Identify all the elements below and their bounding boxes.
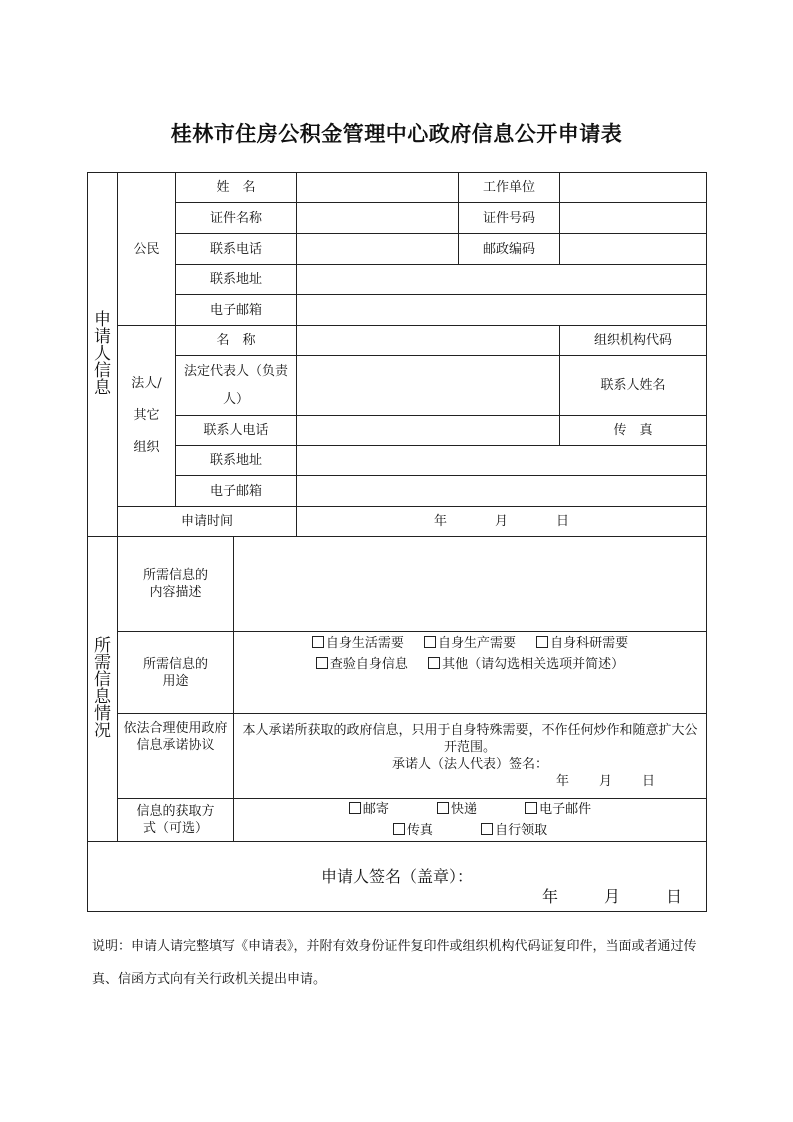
content-desc-label: 所需信息的内容描述 — [118, 537, 234, 632]
id-number-label: 证件号码 — [459, 203, 560, 234]
required-info-side-label: 所 需 信 息 情 况 — [88, 537, 118, 842]
postcode-label: 邮政编码 — [459, 234, 560, 265]
org-email-label: 电子邮箱 — [176, 476, 297, 507]
id-type-label: 证件名称 — [176, 203, 297, 234]
method-checkbox-self[interactable] — [481, 823, 493, 835]
address-field[interactable] — [297, 265, 707, 295]
contact-name-label: 联系人姓名 — [560, 356, 707, 416]
org-address-field[interactable] — [297, 446, 707, 476]
usage-options: 自身生活需要 自身生产需要 自身科研需要 查验自身信息 其他（请勾选相关选项并简述） — [234, 632, 707, 714]
usage-checkbox-3[interactable] — [536, 636, 548, 648]
signature-label: 申请人签名（盖章）： — [321, 867, 474, 886]
org-label: 法人/ 其它 组织 — [118, 326, 176, 507]
work-unit-label: 工作单位 — [459, 173, 560, 203]
address-label: 联系地址 — [176, 265, 297, 295]
name-label: 姓 名 — [176, 173, 297, 203]
method-checkbox-fax[interactable] — [393, 823, 405, 835]
note-text: 说明：申请人请完整填写《申请表》，并附有效身份证件复印件或组织机构代码证复印件，当面或者通过传真、信函方式向有关行政机关提出申请。 — [92, 939, 697, 987]
agreement-text: 本人承诺所获取的政府信息，只用于自身特殊需要，不作任何炒作和随意扩大公开范围。 — [242, 723, 698, 755]
usage-checkbox-1[interactable] — [312, 636, 324, 648]
agreement-cell — [234, 714, 707, 799]
phone-field[interactable] — [297, 234, 459, 265]
fax-label: 传 真 — [560, 416, 707, 446]
contact-phone-label: 联系人电话 — [176, 416, 297, 446]
applicant-info-side-label: 申 请 人 信 息 — [88, 173, 118, 537]
email-field[interactable] — [297, 295, 707, 326]
promiser-label: 承诺人（法人代表）签名： — [392, 757, 549, 772]
email-label: 电子邮箱 — [176, 295, 297, 326]
org-code-label: 组织机构代码 — [560, 326, 707, 356]
method-options: 邮寄 快递 电子邮件 传真 自行领取 — [234, 799, 707, 842]
application-form — [87, 172, 707, 912]
phone-label: 联系电话 — [176, 234, 297, 265]
signature-date: 年 月 日 — [541, 887, 683, 906]
org-name-field[interactable] — [297, 326, 560, 356]
content-desc-field[interactable] — [234, 537, 707, 632]
legal-rep-field[interactable] — [297, 356, 560, 416]
citizen-label: 公民 — [118, 173, 176, 326]
usage-checkbox-2[interactable] — [424, 636, 436, 648]
org-address-label: 联系地址 — [176, 446, 297, 476]
org-email-field[interactable] — [297, 476, 707, 507]
method-checkbox-email[interactable] — [525, 802, 537, 814]
legal-rep-label: 法定代表人（负责人） — [176, 356, 297, 416]
usage-checkbox-5[interactable] — [428, 657, 440, 669]
postcode-field[interactable] — [560, 234, 707, 265]
method-label: 信息的获取方式（可选） — [118, 799, 234, 842]
id-type-field[interactable] — [297, 203, 459, 234]
work-unit-field[interactable] — [560, 173, 707, 203]
org-name-label: 名 称 — [176, 326, 297, 356]
agreement-date[interactable]: 年 月 日 — [555, 774, 656, 789]
method-checkbox-mail[interactable] — [349, 802, 361, 814]
signature-cell[interactable] — [88, 842, 707, 912]
apply-time-field[interactable]: 年 月 日 — [297, 507, 707, 537]
form-title: 桂林市住房公积金管理中心政府信息公开申请表 — [170, 121, 623, 146]
name-field[interactable] — [297, 173, 459, 203]
agreement-label: 依法合理使用政府信息承诺协议 — [118, 714, 234, 799]
apply-time-label: 申请时间 — [118, 507, 297, 537]
method-checkbox-express[interactable] — [437, 802, 449, 814]
usage-label: 所需信息的用途 — [118, 632, 234, 714]
id-number-field[interactable] — [560, 203, 707, 234]
usage-checkbox-4[interactable] — [316, 657, 328, 669]
contact-phone-field[interactable] — [297, 416, 560, 446]
